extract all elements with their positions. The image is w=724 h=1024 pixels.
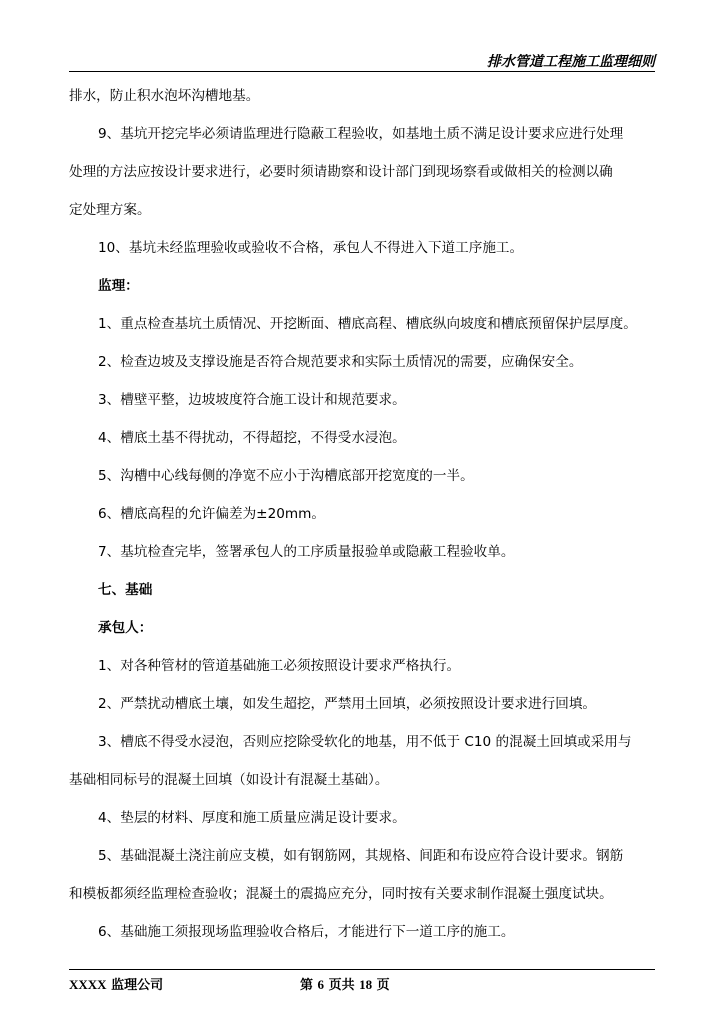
list-item: 5、基础混凝土浇注前应支模，如有钢筋网，其规格、间距和布设应符合设计要求。钢筋 xyxy=(98,848,624,864)
footer-divider xyxy=(69,969,655,970)
company-prefix: XXXX xyxy=(69,977,107,992)
paragraph-line: 10、基坑未经监理验收或验收不合格，承包人不得进入下道工序施工。 xyxy=(98,240,524,256)
paragraph-line: 处理的方法应按设计要求进行，必要时须请勘察和设计部门到现场察看或做相关的检测以确 xyxy=(69,164,613,180)
company-suffix: 监理公司 xyxy=(111,978,164,993)
paragraph-line: 9、基坑开挖完毕必须请监理进行隐蔽工程验收，如基地土质不满足设计要求应进行处理 xyxy=(98,126,624,142)
page-prefix: 第 xyxy=(300,978,314,993)
list-item: 4、槽底土基不得扰动，不得超挖，不得受水浸泡。 xyxy=(98,430,406,446)
list-item: 1、对各种管材的管道基础施工必须按照设计要求严格执行。 xyxy=(98,658,461,674)
section-heading: 承包人： xyxy=(98,620,153,636)
list-item: 4、垫层的材料、厚度和施工质量应满足设计要求。 xyxy=(98,810,406,826)
page-number xyxy=(300,974,390,993)
list-item: 3、槽底不得受水浸泡，否则应挖除受软化的地基，用不低于 C10 的混凝土回填或采用与 xyxy=(98,734,632,750)
list-item: 1、重点检查基坑土质情况、开挖断面、槽底高程、槽底纵向坡度和槽底预留保护层厚度。 xyxy=(98,316,637,332)
list-item: 2、严禁扰动槽底土壤，如发生超挖，严禁用土回填，必须按照设计要求进行回填。 xyxy=(98,696,597,712)
current-page: 6 xyxy=(317,977,325,992)
paragraph-line: 和模板都须经监理检查验收；混凝土的震捣应充分，同时按有关要求制作混凝土强度试块。 xyxy=(69,886,613,902)
list-item: 5、沟槽中心线每侧的净宽不应小于沟槽底部开挖宽度的一半。 xyxy=(98,468,474,484)
page-mid: 页共 xyxy=(328,978,355,993)
section-heading: 监理： xyxy=(98,278,139,294)
total-pages: 18 xyxy=(359,977,373,992)
list-item: 3、槽壁平整，边坡坡度符合施工设计和规范要求。 xyxy=(98,392,406,408)
list-item: 7、基坑检查完毕，签署承包人的工序质量报验单或隐蔽工程验收单。 xyxy=(98,544,515,560)
paragraph-line: 基础相同标号的混凝土回填（如设计有混凝土基础）。 xyxy=(69,772,389,788)
company-name xyxy=(69,974,163,993)
paragraph-line: 定处理方案。 xyxy=(69,202,151,218)
chapter-heading: 七、基础 xyxy=(98,582,153,598)
page-suffix: 页 xyxy=(376,978,390,993)
list-item: 6、基础施工须报现场监理验收合格后，才能进行下一道工序的施工。 xyxy=(98,924,515,940)
list-item: 2、检查边坡及支撑设施是否符合规范要求和实际土质情况的需要，应确保安全。 xyxy=(98,354,583,370)
header-divider xyxy=(69,71,655,72)
list-item: 6、槽底高程的允许偏差为±20mm。 xyxy=(98,506,325,522)
paragraph-line: 排水，防止积水泡坏沟槽地基。 xyxy=(69,88,260,104)
document-title: 排水管道工程施工监理细则 xyxy=(487,54,655,70)
